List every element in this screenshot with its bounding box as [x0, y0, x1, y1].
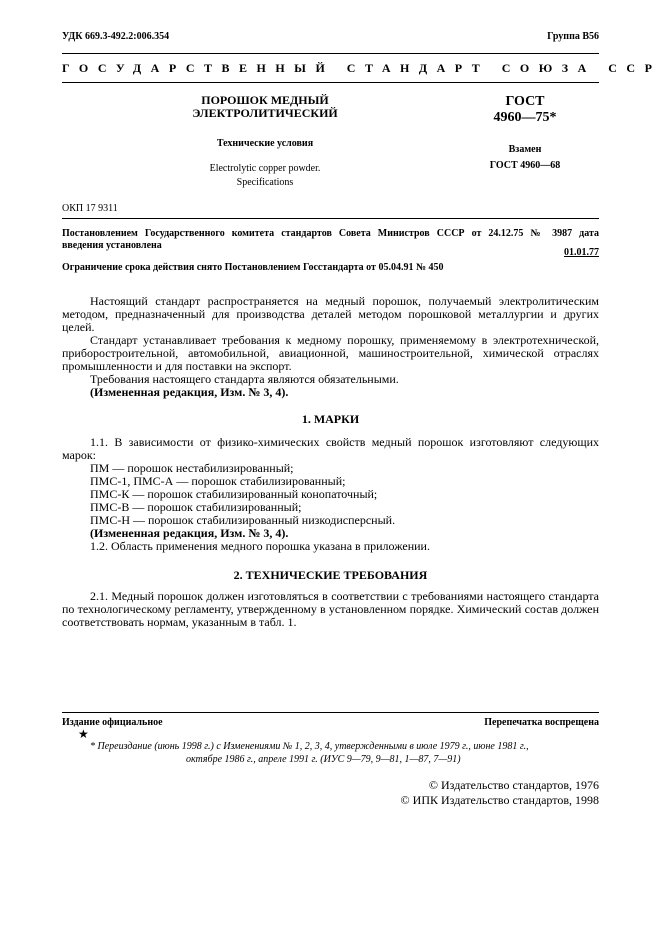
- copyright-1976: © Издательство стандартов, 1976: [428, 778, 599, 792]
- decree-line-2: введения установлена: [62, 240, 162, 251]
- section-2-heading: 2. ТЕХНИЧЕСКИЕ ТРЕБОВАНИЯ: [233, 568, 428, 582]
- title-line-1: ПОРОШОК МЕДНЫЙ: [201, 93, 329, 107]
- copyright-1998: © ИПК Издательство стандартов, 1998: [400, 793, 599, 807]
- document-title: [160, 94, 370, 120]
- clause-2-1: 2.1. Медный порошок должен изготовляться в соответствии с требованиями настоящего стандарта по технологическому регламенту, утвержденному в установленном порядке. Химический состав должен соответствовать нормам, указанным в табл. 1.: [62, 589, 599, 629]
- grade-item: ПМ — порошок нестабилизированный;: [90, 461, 294, 475]
- english-title: [160, 162, 370, 190]
- intro-amendment: (Измененная редакция, Изм. № 3, 4).: [90, 385, 289, 399]
- gost-number: 4960—75*: [493, 110, 557, 125]
- english-line-1: Electrolytic copper powder.: [209, 163, 321, 174]
- replaces-label: Взамен: [508, 144, 542, 155]
- group-code: Группа В56: [547, 31, 599, 42]
- reissue-note-line-1: * Переиздание (июнь 1998 г.) с Изменениями № 1, 2, 3, 4, утвержденными в июле 1979 г., июне 1981 г.,: [90, 741, 529, 752]
- grade-item: ПМС-К — порошок стабилизированный конопаточный;: [90, 487, 378, 501]
- grade-item: ПМС-Н — порошок стабилизированный низкодисперсный.: [90, 513, 396, 527]
- reprint-prohibited: Перепечатка воспрещена: [484, 717, 599, 728]
- gost-label: ГОСТ: [505, 94, 545, 109]
- grade-item: ПМС-1, ПМС-А — порошок стабилизированный;: [90, 474, 346, 488]
- section-1-body: [62, 436, 599, 553]
- banner: ГОСУДАРСТВЕННЫЙ СТАНДАРТ СОЮЗА ССР: [62, 61, 661, 75]
- section-1-heading: 1. МАРКИ: [301, 412, 360, 426]
- replaces-block: [455, 142, 595, 174]
- okp-rule: [62, 218, 599, 219]
- intro-paragraph-3: Требования настоящего стандарта являются обязательными.: [90, 372, 399, 386]
- introduction-date: 01.01.77: [564, 247, 599, 258]
- title-line-2: ЭЛЕКТРОЛИТИЧЕСКИЙ: [192, 106, 338, 120]
- section-1-amendment: (Измененная редакция, Изм. № 3, 4).: [90, 526, 289, 540]
- top-rule: [62, 53, 599, 54]
- star-icon: ★: [78, 727, 89, 741]
- intro-text: [62, 295, 599, 399]
- document-subtitle: Технические условия: [216, 138, 314, 149]
- section-2-body: [62, 590, 599, 629]
- udk-code: УДК 669.3-492.2:006.354: [62, 31, 170, 42]
- banner-rule: [62, 82, 599, 83]
- limit-note: Ограничение срока действия снято Постановлением Госстандарта от 05.04.91 № 450: [62, 262, 444, 273]
- gost-designation: [470, 94, 580, 126]
- english-line-2: Specifications: [236, 177, 294, 188]
- clause-1-1: 1.1. В зависимости от физико-химических свойств медный порошок изготовляют следующих марок:: [62, 435, 599, 462]
- grade-item: ПМС-В — порошок стабилизированный;: [90, 500, 302, 514]
- intro-paragraph-1: Настоящий стандарт распространяется на медный порошок, получаемый электролитическим методом, предназначенный для производства деталей методом порошковой металлургии и других целей.: [62, 294, 599, 334]
- replaces-value: ГОСТ 4960—68: [489, 160, 561, 171]
- footer-rule: [62, 712, 599, 713]
- official-edition: Издание официальное: [62, 717, 163, 728]
- intro-paragraph-2: Стандарт устанавливает требования к медному порошку, применяемому в электротехнической, приборостроительной, автомобильной, авиационной, машиностроительной, химической отраслях промышленности и для поставки на экспорт.: [62, 333, 599, 373]
- okp-code: ОКП 17 9311: [62, 203, 118, 214]
- clause-1-2: 1.2. Область применения медного порошка указана в приложении.: [90, 539, 430, 553]
- reissue-note-line-2: октябре 1986 г., апреле 1991 г. (ИУС 9—79, 9—81, 1—87, 7—91): [186, 754, 461, 765]
- decree-line-1: Постановлением Государственного комитета стандартов Совета Министров СССР от 24.12.75 № 3987 дата: [62, 228, 599, 239]
